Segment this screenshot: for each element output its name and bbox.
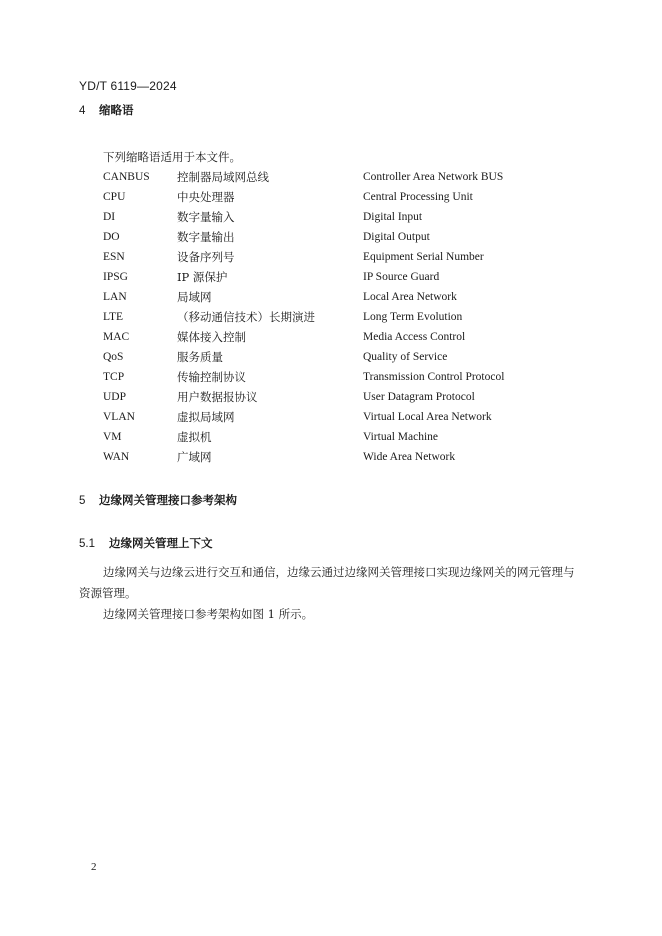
abbreviation-english: Transmission Control Protocol (363, 371, 505, 383)
abbreviation-term: MAC (103, 331, 130, 343)
abbreviation-row (103, 247, 563, 267)
section-number: 5.1 (79, 538, 95, 550)
abbreviation-english: Controller Area Network BUS (363, 171, 504, 183)
abbreviation-english: Virtual Machine (363, 431, 438, 443)
abbreviation-chinese: 虚拟机 (177, 430, 212, 444)
abbreviation-term: DI (103, 211, 116, 223)
abbreviation-chinese: 设备序列号 (177, 250, 235, 264)
abbreviation-chinese: 媒体接入控制 (177, 330, 246, 344)
abbreviation-english: User Datagram Protocol (363, 391, 475, 403)
section-title: 边缘网关管理上下文 (109, 536, 213, 550)
section-number: 4 (79, 105, 86, 117)
abbreviation-term: WAN (103, 451, 130, 463)
abbreviation-term: CPU (103, 191, 126, 203)
abbreviation-chinese: 用户数据报协议 (177, 390, 258, 404)
abbreviation-chinese: 局域网 (177, 290, 212, 304)
abbreviation-english: Equipment Serial Number (363, 251, 484, 263)
abbreviation-chinese: 数字量输出 (177, 230, 235, 244)
abbreviation-english: Media Access Control (363, 331, 466, 343)
abbreviation-term: TCP (103, 371, 125, 383)
document-id: YD/T 6119—2024 (79, 79, 177, 93)
abbreviation-row (103, 387, 563, 407)
abbreviation-english: Long Term Evolution (363, 311, 463, 323)
abbreviation-row (103, 447, 563, 467)
abbreviation-chinese: 广域网 (177, 450, 212, 464)
abbreviation-chinese: 服务质量 (177, 350, 223, 364)
section-5-heading (79, 492, 237, 508)
abbreviation-row (103, 327, 563, 347)
abbreviation-term: VM (103, 431, 122, 443)
abbreviation-term: DO (103, 231, 120, 243)
abbreviation-row (103, 267, 563, 287)
abbreviation-term: LTE (103, 311, 124, 323)
abbreviation-chinese: 数字量输入 (177, 210, 235, 224)
abbreviation-row (103, 367, 563, 387)
abbreviation-row (103, 207, 563, 227)
abbreviation-row (103, 187, 563, 207)
abbreviation-term: UDP (103, 391, 127, 403)
abbreviation-english: IP Source Guard (363, 271, 440, 283)
abbreviation-term: CANBUS (103, 171, 150, 183)
abbreviation-term: LAN (103, 291, 127, 303)
abbreviation-row (103, 167, 563, 187)
abbreviation-chinese: （移动通信技术）长期演进 (177, 310, 315, 324)
section-5-1-heading (79, 535, 213, 551)
abbreviation-chinese: 虚拟局域网 (177, 410, 235, 424)
abbreviation-row (103, 287, 563, 307)
section-4-heading (79, 102, 134, 118)
abbreviation-term: QoS (103, 351, 124, 363)
body-paragraph: 边缘网关与边缘云进行交互和通信，边缘云通过边缘网关管理接口实现边缘网关的网元管理与资源管理。 (79, 565, 575, 600)
abbreviation-row (103, 427, 563, 447)
abbreviation-english: Digital Input (363, 211, 423, 223)
abbreviation-term: IPSG (103, 271, 128, 283)
section-title: 边缘网关管理接口参考架构 (99, 493, 237, 507)
abbreviation-chinese: 中央处理器 (177, 190, 235, 204)
body-paragraph: 边缘网关管理接口参考架构如图 1 所示。 (103, 607, 314, 621)
abbreviation-row (103, 347, 563, 367)
section-title: 缩略语 (99, 103, 134, 117)
abbreviation-english: Quality of Service (363, 351, 448, 363)
abbreviations-list (103, 167, 563, 467)
abbreviation-chinese: IP 源保护 (177, 270, 228, 284)
abbreviations-intro: 下列缩略语适用于本文件。 (103, 150, 241, 164)
abbreviation-english: Wide Area Network (363, 451, 456, 463)
abbreviation-chinese: 传输控制协议 (177, 370, 246, 384)
abbreviation-row (103, 227, 563, 247)
abbreviation-chinese: 控制器局域网总线 (177, 170, 269, 184)
abbreviation-english: Digital Output (363, 231, 430, 243)
section-number: 5 (79, 495, 86, 507)
abbreviation-english: Local Area Network (363, 291, 457, 303)
abbreviation-english: Central Processing Unit (363, 191, 473, 203)
abbreviation-term: ESN (103, 251, 125, 263)
page-number: 2 (91, 861, 97, 873)
abbreviation-english: Virtual Local Area Network (363, 411, 492, 423)
abbreviation-row (103, 407, 563, 427)
abbreviation-row (103, 307, 563, 327)
abbreviation-term: VLAN (103, 411, 135, 423)
